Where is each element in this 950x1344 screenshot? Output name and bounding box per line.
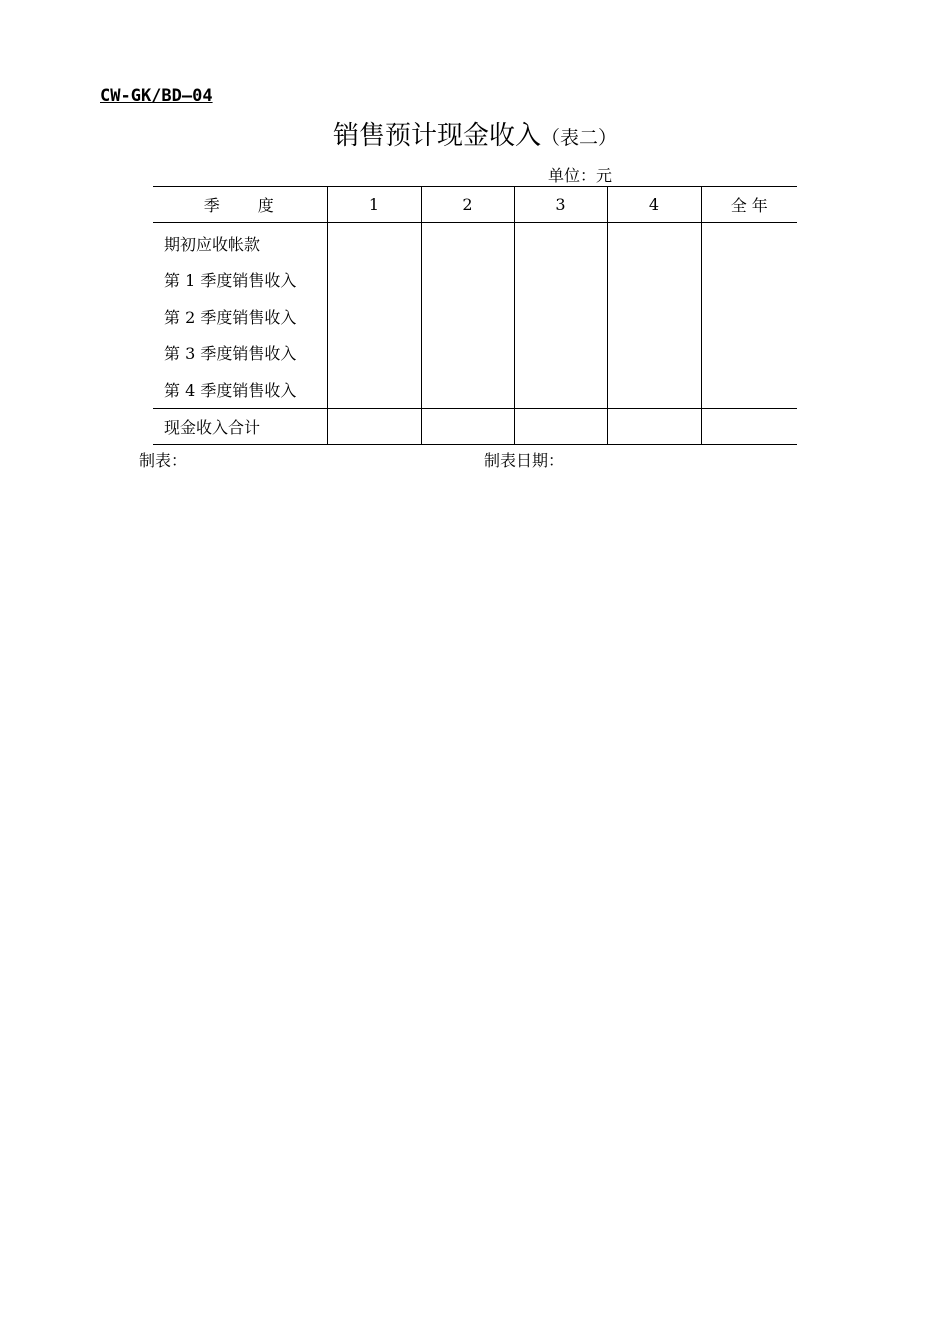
cash-receipts-table <box>153 186 797 445</box>
table-cell[interactable] <box>327 371 421 408</box>
table-cell[interactable] <box>514 298 607 335</box>
header-q3: 3 <box>514 187 607 223</box>
table-cell[interactable] <box>701 371 797 408</box>
table-cell[interactable] <box>607 335 701 372</box>
prepared-by-label: 制表： <box>139 451 188 470</box>
row-label: 第 4 季度销售收入 <box>153 371 327 408</box>
unit-label: 单位：元 <box>548 166 613 185</box>
table-cell[interactable] <box>607 223 701 262</box>
table-cell[interactable] <box>421 335 514 372</box>
table-cell[interactable] <box>514 335 607 372</box>
table-cell[interactable] <box>701 298 797 335</box>
table-row <box>153 298 797 335</box>
table-cell[interactable] <box>421 223 514 262</box>
table-row <box>153 262 797 299</box>
table-cell[interactable] <box>421 371 514 408</box>
prepared-date-label: 制表日期： <box>484 451 565 470</box>
table-cell[interactable] <box>421 298 514 335</box>
table-cell[interactable] <box>701 408 797 444</box>
table-cell[interactable] <box>701 223 797 262</box>
table-cell[interactable] <box>421 262 514 299</box>
table-cell[interactable] <box>607 262 701 299</box>
table-cell[interactable] <box>327 223 421 262</box>
total-label: 现金收入合计 <box>153 408 327 444</box>
row-label: 第 2 季度销售收入 <box>153 298 327 335</box>
table-row <box>153 371 797 408</box>
table-cell[interactable] <box>327 298 421 335</box>
row-label: 第 1 季度销售收入 <box>153 262 327 299</box>
header-q4: 4 <box>607 187 701 223</box>
table-cell[interactable] <box>607 298 701 335</box>
table-cell[interactable] <box>514 371 607 408</box>
table-cell[interactable] <box>514 408 607 444</box>
table-total-row <box>153 408 797 444</box>
table-cell[interactable] <box>327 262 421 299</box>
table-row <box>153 335 797 372</box>
table-cell[interactable] <box>701 335 797 372</box>
table-cell[interactable] <box>327 408 421 444</box>
page-title <box>0 118 950 156</box>
table-cell[interactable] <box>701 262 797 299</box>
header-q1: 1 <box>327 187 421 223</box>
document-code: CW-GK/BD—04 <box>100 86 213 106</box>
table-row <box>153 223 797 262</box>
table-cell[interactable] <box>607 371 701 408</box>
table-cell[interactable] <box>514 262 607 299</box>
row-label: 期初应收帐款 <box>153 223 327 262</box>
table-cell[interactable] <box>514 223 607 262</box>
title-sub: （表二） <box>541 127 618 149</box>
row-label: 第 3 季度销售收入 <box>153 335 327 372</box>
title-main: 销售预计现金收入 <box>332 121 541 151</box>
table-header-row <box>153 187 797 223</box>
header-quarter: 季 度 <box>153 187 327 223</box>
header-full-year: 全 年 <box>701 187 797 223</box>
table-cell[interactable] <box>421 408 514 444</box>
table-cell[interactable] <box>327 335 421 372</box>
header-q2: 2 <box>421 187 514 223</box>
table-cell[interactable] <box>607 408 701 444</box>
